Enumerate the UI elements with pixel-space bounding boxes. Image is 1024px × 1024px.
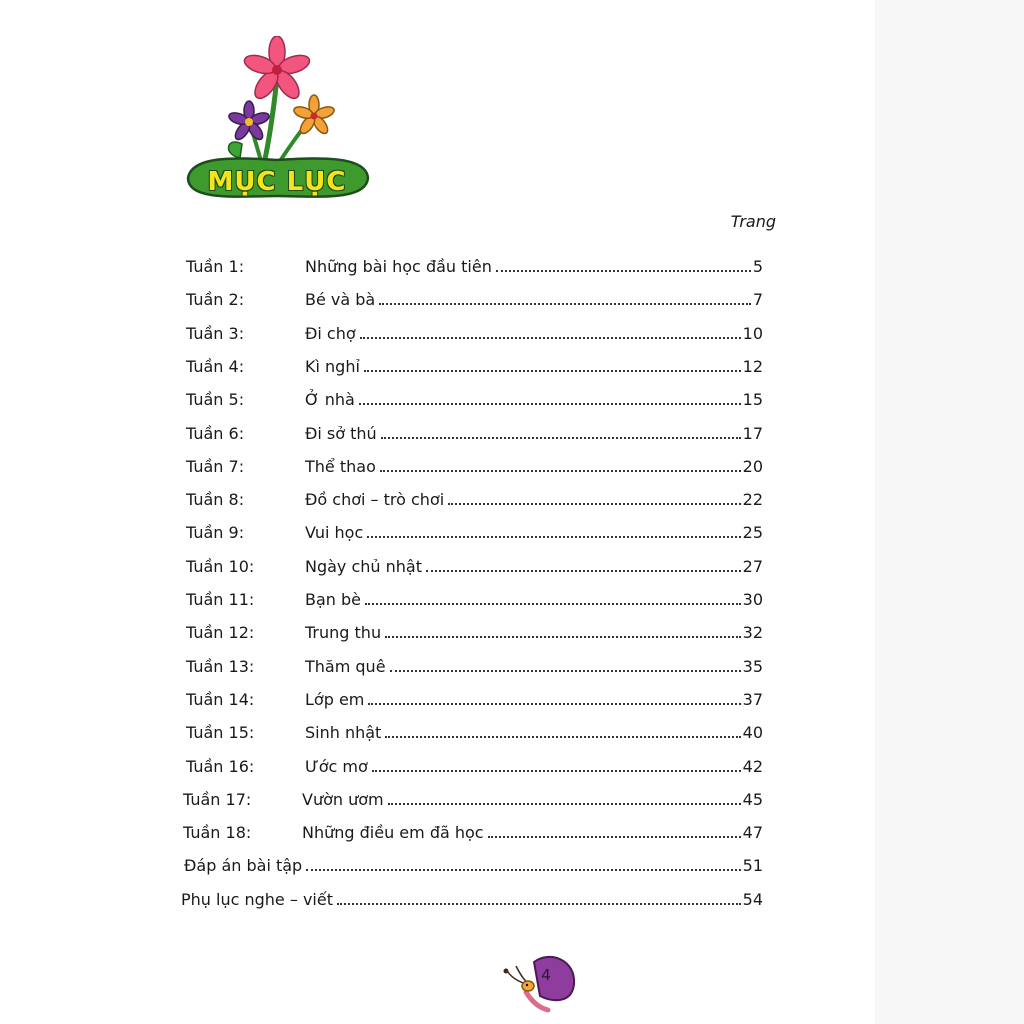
toc-page-number: 27: [742, 556, 763, 576]
toc-row: [0, 588, 1024, 612]
toc-entry-title: Đồ chơi – trò chơi: [305, 490, 445, 510]
dot-leader: [426, 570, 741, 572]
toc-row: [0, 555, 1024, 579]
dot-leader: [337, 903, 741, 905]
dot-leader: [359, 403, 741, 405]
dot-leader: [448, 503, 740, 505]
toc-page-number: 37: [742, 689, 763, 709]
toc-entry-title: Thể thao: [305, 456, 376, 476]
week-label: Tuần 12:: [186, 623, 255, 643]
week-label: Tuần 14:: [186, 689, 255, 709]
dot-leader: [306, 869, 740, 871]
dot-leader: [390, 670, 741, 672]
week-label: Tuần 11:: [186, 590, 255, 609]
dot-leader: [496, 270, 751, 272]
toc-row: [0, 288, 1024, 312]
toc-entry-title: Trung thu: [305, 623, 382, 643]
dot-leader: [368, 703, 740, 705]
week-label: Tuần 18:: [183, 823, 252, 843]
toc-entry-title: Những điều em đã học: [302, 823, 484, 843]
week-label: Tuần 16:: [186, 756, 255, 776]
toc-page-number: 7: [752, 290, 763, 310]
toc-page-number: 30: [742, 590, 763, 609]
toc-row: [0, 521, 1024, 545]
toc-page-number: 45: [742, 789, 763, 809]
dot-leader: [365, 603, 741, 605]
toc-entry-title: Bạn bè: [305, 590, 362, 609]
toc-row: [0, 488, 1024, 512]
dot-leader: [388, 803, 741, 805]
dot-leader: [379, 303, 751, 305]
page-column-label: Trang: [730, 212, 776, 231]
toc-entry-title: Đáp án bài tập: [184, 856, 303, 876]
dot-leader: [385, 636, 741, 638]
dot-leader: [372, 770, 741, 772]
toc-entry-title: Kì nghỉ: [305, 356, 360, 376]
week-label: Tuần 15:: [186, 723, 255, 743]
week-label: Tuần 7:: [186, 456, 245, 476]
toc-row: [0, 721, 1024, 745]
toc-entry-title: Đi sở thú: [305, 423, 377, 443]
toc-entry-title: Ở nhà: [305, 390, 355, 410]
toc-page-number: 51: [742, 856, 763, 876]
toc-entry-title: Phụ lục nghe – viết: [181, 889, 333, 909]
dot-leader: [381, 437, 741, 439]
toc-row: [0, 655, 1024, 679]
toc-entry-title: Vui học: [305, 523, 364, 543]
toc-entry-title: Vườn ươm: [302, 789, 384, 809]
week-label: Tuần 4:: [186, 356, 245, 376]
page-number: 4: [541, 966, 551, 984]
dot-leader: [380, 470, 741, 472]
toc-row: [0, 388, 1024, 412]
toc-page-number: 12: [742, 356, 763, 376]
dot-leader: [367, 536, 740, 538]
page-title: MỤC LỤC: [207, 167, 347, 197]
week-label: Tuần 1:: [186, 257, 245, 276]
toc-entry-title: Những bài học đầu tiên: [305, 257, 492, 276]
week-label: Tuần 3:: [186, 323, 245, 343]
toc-page-number: 25: [742, 523, 763, 543]
toc-page-number: 5: [752, 257, 763, 276]
toc-entry-title: Lớp em: [305, 689, 365, 709]
toc-page-number: 32: [742, 623, 763, 643]
toc-page-number: 22: [742, 490, 763, 510]
toc-page-number: 54: [742, 889, 763, 909]
week-label: Tuần 2:: [186, 290, 245, 310]
week-label: Tuần 6:: [186, 423, 245, 443]
toc-page-number: 17: [742, 423, 763, 443]
toc-row: [0, 621, 1024, 645]
dot-leader: [364, 370, 741, 372]
week-label: Tuần 5:: [186, 390, 245, 410]
toc-row: [0, 255, 1024, 279]
week-label: Tuần 10:: [186, 556, 255, 576]
toc-entry-title: Ước mơ: [305, 756, 368, 776]
toc-row: [0, 821, 1024, 845]
toc-row: [0, 888, 1024, 912]
week-label: Tuần 17:: [183, 789, 252, 809]
toc-row: [0, 455, 1024, 479]
toc-row: [0, 422, 1024, 446]
toc-page-number: 15: [742, 390, 763, 410]
toc-page-number: 47: [742, 823, 763, 843]
toc-row: [0, 854, 1024, 878]
toc-row: [0, 755, 1024, 779]
toc-entry-title: Sinh nhật: [305, 723, 382, 743]
toc-entry-title: Bé và bà: [305, 290, 376, 310]
week-label: Tuần 13:: [186, 656, 255, 676]
dot-leader: [385, 736, 740, 738]
dot-leader: [488, 836, 741, 838]
dot-leader: [360, 337, 741, 339]
toc-entry-title: Ngày chủ nhật: [305, 556, 423, 576]
toc-row: [0, 688, 1024, 712]
week-label: Tuần 9:: [186, 523, 245, 543]
toc-entry-title: Đi chợ: [305, 323, 356, 343]
toc-row: [0, 322, 1024, 346]
toc-row: [0, 355, 1024, 379]
toc-page-number: 40: [742, 723, 763, 743]
toc-page-number: 20: [742, 456, 763, 476]
toc-page-number: 42: [742, 756, 763, 776]
toc-entry-title: Thăm quê: [305, 656, 386, 676]
toc-page-number: 10: [742, 323, 763, 343]
toc-row: [0, 788, 1024, 812]
week-label: Tuần 8:: [186, 490, 245, 510]
toc-page-number: 35: [742, 656, 763, 676]
